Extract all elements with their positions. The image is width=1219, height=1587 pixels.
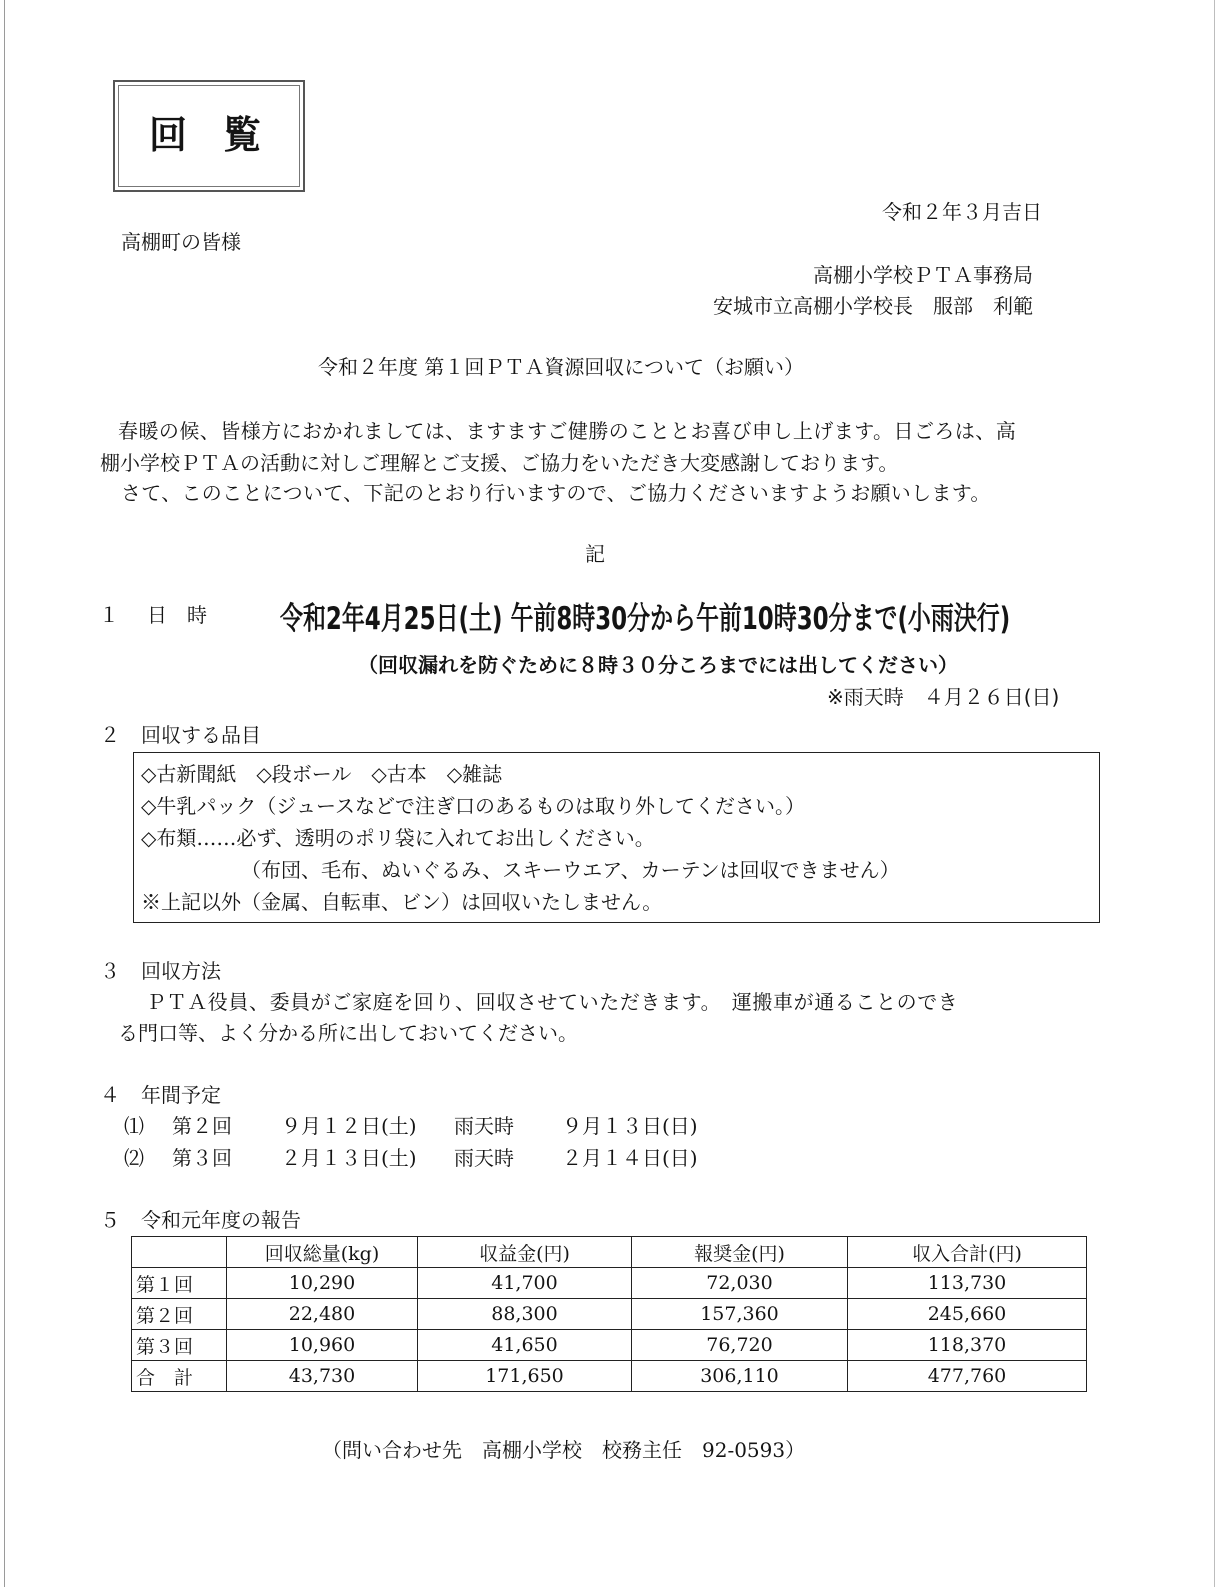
intro-line-1: 春暖の候、皆様方におかれましては、ますますご健勝のこととお喜び申し上げます。日ごろは、高 [118,419,1017,443]
schedule-no: ⑵ [124,1146,144,1170]
schedule-rain-label: 雨天時 [454,1146,514,1170]
table-cell: 171,650 [418,1361,632,1392]
table-cell: 477,760 [848,1361,1087,1392]
table-cell: 10,960 [227,1330,418,1361]
section3-line-1: ＰＴＡ役員、委員がご家庭を回り、回収させていただきます。 運搬車が通ることのでき [146,990,959,1014]
table-row [132,1299,1087,1330]
item-line: （布団、毛布、ぬいぐるみ、スキーウエア、カーテンは回収できません） [241,858,900,882]
table-cell: 76,720 [632,1330,848,1361]
table-cell: 113,730 [848,1268,1087,1299]
row-label: 第１回 [132,1268,227,1299]
section1-datetime: 令和2年4月25日(土) 午前8時30分から午前10時30分まで(小雨決行) [280,601,1011,637]
page-edge-right [1214,0,1215,1587]
schedule-rain-date: ９月１３日(日) [562,1114,698,1138]
sender-principal: 安城市立高棚小学校長 服部 利範 [713,294,1033,318]
contact-info: （問い合わせ先 高棚小学校 校務主任 92-0593） [322,1438,806,1462]
row-label: 合 計 [132,1361,227,1392]
schedule-rain-label: 雨天時 [454,1114,514,1138]
row-label: 第２回 [132,1299,227,1330]
section1-rain-date: ※雨天時 ４月２６日(日) [827,685,1060,709]
table-cell: 72,030 [632,1268,848,1299]
schedule-round: 第２回 [172,1114,232,1138]
document-title: 令和２年度 第１回ＰＴＡ資源回収について（お願い） [318,355,804,379]
table-cell: 306,110 [632,1361,848,1392]
table-cell: 22,480 [227,1299,418,1330]
section5-heading: 令和元年度の報告 [141,1208,301,1232]
page-edge-left [4,0,5,1587]
header-cell: 収益金(円) [418,1237,632,1268]
table-row [132,1330,1087,1361]
table-cell: 157,360 [632,1299,848,1330]
item-line: ◇布類……必ず、透明のポリ袋に入れてお出しください。 [141,826,655,850]
ki-heading: 記 [585,542,605,566]
item-line: ※上記以外（金属、自転車、ビン）は回収いたしません。 [141,890,663,914]
schedule-rain-date: ２月１４日(日) [562,1146,698,1170]
section2-heading: 回収する品目 [141,723,261,747]
schedule-no: ⑴ [124,1114,144,1138]
intro-line-2: 棚小学校ＰＴＡの活動に対しご理解とご支援、ご協力をいただき大変感謝しております。 [100,451,899,475]
table-cell: 43,730 [227,1361,418,1392]
header-cell: 報奨金(円) [632,1237,848,1268]
schedule-date: ９月１２日(土) [281,1114,417,1138]
table-cell: 41,650 [418,1330,632,1361]
section3-heading: 回収方法 [141,959,221,983]
header-cell: 回収総量(kg) [227,1237,418,1268]
table-cell: 118,370 [848,1330,1087,1361]
section2-number: ２ [100,723,120,747]
section1-note: （回収漏れを防ぐために８時３０分ころまでには出してください） [358,653,958,677]
section1-heading: 日 時 [147,603,207,627]
report-table [131,1236,1087,1392]
schedule-round: 第３回 [172,1146,232,1170]
table-cell: 41,700 [418,1268,632,1299]
item-line: ◇牛乳パック（ジュースなどで注ぎ口のあるものは取り外してください。） [141,794,805,818]
table-cell: 88,300 [418,1299,632,1330]
table-row [132,1268,1087,1299]
item-line: ◇古新聞紙 ◇段ボール ◇古本 ◇雑誌 [141,762,503,786]
section4-heading: 年間予定 [141,1083,221,1107]
stamp-text: 回覧 [149,113,298,157]
row-label: 第３回 [132,1330,227,1361]
schedule-date: ２月１３日(土) [281,1146,417,1170]
table-total-row [132,1361,1087,1392]
sender-office: 高棚小学校ＰＴＡ事務局 [813,263,1033,287]
section1-number: １ [99,603,119,627]
table-cell: 10,290 [227,1268,418,1299]
header-cell: 収入合計(円) [848,1237,1087,1268]
table-header-row [132,1237,1087,1268]
section4-number: ４ [100,1083,120,1107]
intro-line-3: さて、このことについて、下記のとおり行いますので、ご協力くださいますようお願いします。 [121,481,991,505]
header-cell [132,1237,227,1268]
items-box [133,752,1100,923]
section3-line-2: る門口等、よく分かる所に出しておいてください。 [118,1021,578,1045]
section3-number: ３ [100,959,120,983]
issue-date: 令和２年３月吉日 [882,200,1042,224]
addressee: 高棚町の皆様 [121,230,241,254]
section5-number: ５ [100,1208,120,1232]
circulation-stamp [113,80,305,192]
table-cell: 245,660 [848,1299,1087,1330]
